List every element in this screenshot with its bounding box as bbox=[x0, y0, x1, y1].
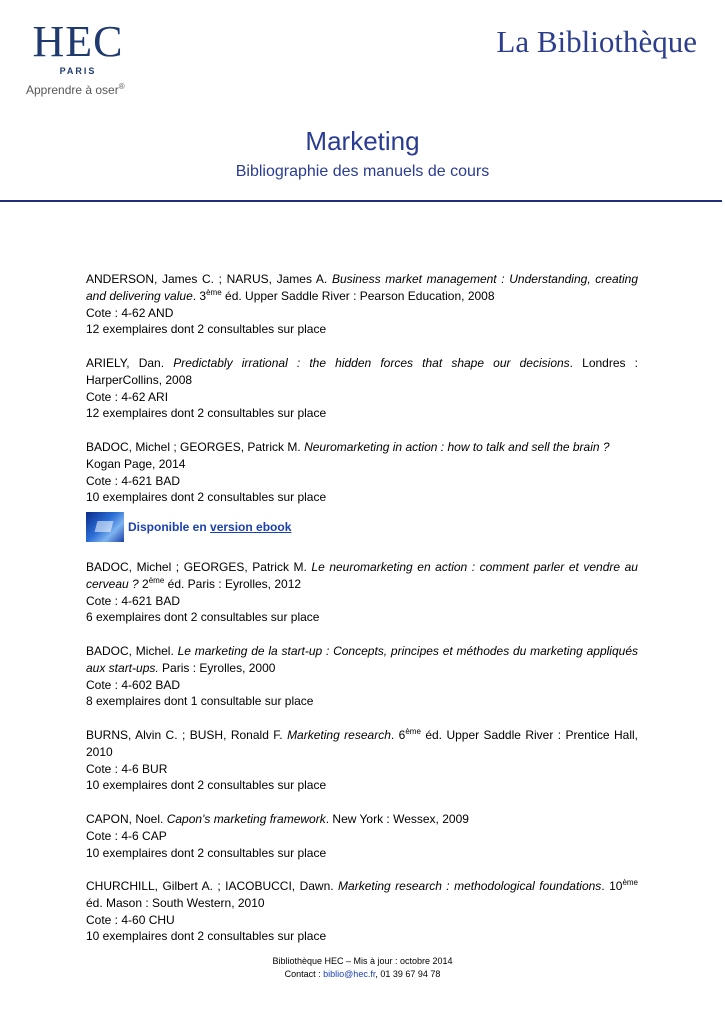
entry-title: Business market management : Understanding, creating and delivering value bbox=[86, 272, 638, 303]
logo-mark: HEC bbox=[32, 17, 124, 66]
footer-contact bbox=[0, 968, 725, 981]
entry-cote: Cote : 4-6 BUR bbox=[86, 761, 168, 776]
entry-edition-sup: ème bbox=[622, 878, 638, 888]
entry-publisher: éd. Paris : Eyrolles, 2012 bbox=[167, 576, 302, 591]
entry-publisher: Londres : HarperCollins, 2008 bbox=[86, 355, 638, 387]
page-title: Marketing bbox=[305, 126, 420, 156]
entry-cote: Cote : 4-621 BAD bbox=[86, 473, 181, 488]
entry-authors: ARIELY, Dan. bbox=[86, 355, 165, 370]
entry-title: Le neuromarketing en action : comment parler et vendre au cerveau ? bbox=[86, 559, 638, 591]
ebook-link[interactable]: version ebook bbox=[210, 519, 292, 534]
library-brand: La Bibliothèque bbox=[496, 24, 697, 59]
entry-cote: Cote : 4-62 AND bbox=[86, 305, 174, 320]
entry-cote: Cote : 4-6 CAP bbox=[86, 828, 167, 843]
ebook-label bbox=[128, 519, 291, 536]
entry-copies: 12 exemplaires dont 2 consultables sur place bbox=[86, 322, 327, 337]
entry-authors: ANDERSON, James C. ; NARUS, James A. bbox=[86, 272, 328, 286]
entry-edition: 10 bbox=[609, 879, 623, 894]
entry-authors: BURNS, Alvin C. ; BUSH, Ronald F. bbox=[86, 727, 283, 742]
header-divider bbox=[0, 200, 722, 202]
entry-authors: CHURCHILL, Gilbert A. ; IACOBUCCI, Dawn. bbox=[86, 879, 334, 894]
entry-citation bbox=[86, 559, 638, 593]
entry-cote: Cote : 4-62 ARI bbox=[86, 389, 169, 404]
entry-authors: BADOC, Michel. bbox=[86, 643, 174, 658]
entry-edition-sup: ème bbox=[405, 726, 421, 736]
entry-publisher: éd. Mason : South Western, 2010 bbox=[86, 895, 265, 910]
page-footer bbox=[0, 955, 725, 981]
ebook-availability bbox=[86, 512, 638, 542]
entry-publisher: Kogan Page, 2014 bbox=[86, 456, 186, 471]
entry-edition: 2 bbox=[142, 576, 149, 591]
ebook-prefix: Disponible en bbox=[128, 519, 207, 534]
entry-citation: BURNS, Alvin C. ; BUSH, Ronald F. Marketing research. 6ème éd. Upper Saddle River : Prentice Hall, 2010 bbox=[86, 726, 638, 759]
bibliography-entry bbox=[86, 643, 638, 710]
bibliography-list bbox=[86, 271, 638, 962]
entry-copies: 10 exemplaires dont 2 consultables sur place bbox=[86, 490, 327, 505]
entry-cote: Cote : 4-602 BAD bbox=[86, 677, 181, 692]
entry-copies: 12 exemplaires dont 2 consultables sur place bbox=[86, 406, 327, 421]
bibliography-entry bbox=[86, 439, 638, 506]
tagline-text: Apprendre à oser bbox=[26, 83, 119, 97]
entry-cote: Cote : 4-60 CHU bbox=[86, 912, 175, 927]
entry-title: Capon's marketing framework bbox=[166, 811, 326, 826]
entry-edition-sup: ème bbox=[148, 575, 165, 585]
contact-prefix: Contact : bbox=[284, 969, 321, 979]
logo-city: PARIS bbox=[59, 66, 97, 76]
entry-edition: 6 bbox=[398, 727, 406, 742]
bibliography-entry bbox=[86, 559, 638, 626]
entry-authors: BADOC, Michel ; GEORGES, Patrick M. bbox=[86, 559, 307, 574]
bibliography-entry bbox=[86, 811, 638, 861]
entry-publisher: New York : Wessex, 2009 bbox=[332, 811, 469, 826]
entry-citation bbox=[86, 439, 638, 473]
entry-cote: Cote : 4-621 BAD bbox=[86, 593, 181, 608]
entry-citation: CHURCHILL, Gilbert A. ; IACOBUCCI, Dawn. Marketing research : methodological foundations. 10ème éd. Mason : South Western, 2010 bbox=[86, 878, 638, 910]
footer-updated: Bibliothèque HEC – Mis à jour : octobre 2014 bbox=[272, 956, 453, 966]
entry-citation: ARIELY, Dan. Predictably irrational : the hidden forces that shape our decisions. Londres : HarperCollins, 2008 bbox=[86, 355, 638, 387]
entry-title: Marketing research bbox=[287, 727, 391, 742]
bibliography-entry bbox=[86, 878, 638, 945]
page-subtitle: Bibliographie des manuels de cours bbox=[235, 163, 490, 180]
bibliography-entry bbox=[86, 271, 638, 338]
entry-publisher: Paris : Eyrolles, 2000 bbox=[162, 660, 276, 675]
entry-title: Neuromarketing in action : how to talk and sell the brain ? bbox=[304, 439, 610, 454]
entry-edition: 3 bbox=[199, 288, 207, 303]
entry-title: Marketing research : methodological foundations bbox=[338, 879, 602, 894]
entry-edition-sup: ème bbox=[206, 287, 222, 297]
entry-citation: ANDERSON, James C. ; NARUS, James A. Business market management : Understanding, creating and delivering value. 3ème éd. Upper Saddle River : Pearson Education, 2008 bbox=[86, 272, 638, 303]
entry-copies: 6 exemplaires dont 2 consultables sur place bbox=[86, 610, 320, 625]
entry-copies: 10 exemplaires dont 2 consultables sur place bbox=[86, 845, 327, 860]
entry-citation bbox=[86, 643, 638, 677]
entry-authors: BADOC, Michel ; GEORGES, Patrick M. bbox=[86, 439, 301, 454]
bibliography-entry bbox=[86, 727, 638, 794]
ebook-icon[interactable] bbox=[86, 512, 124, 542]
entry-title: Predictably irrational : the hidden forces that shape our decisions bbox=[173, 355, 570, 370]
entry-copies: 10 exemplaires dont 2 consultables sur place bbox=[86, 778, 327, 793]
entry-title: Le marketing de la start-up : Concepts, principes et méthodes du marketing appliqués aux start-ups. bbox=[86, 643, 638, 675]
bibliography-entry bbox=[86, 355, 638, 422]
entry-copies: 10 exemplaires dont 2 consultables sur place bbox=[86, 929, 327, 944]
entry-citation: CAPON, Noel. Capon's marketing framework. New York : Wessex, 2009 bbox=[86, 811, 469, 826]
entry-authors: CAPON, Noel. bbox=[86, 811, 164, 826]
hec-logo bbox=[26, 17, 146, 76]
entry-publisher: éd. Upper Saddle River : Prentice Hall, 2010 bbox=[86, 727, 638, 759]
tagline-mark: ® bbox=[118, 82, 125, 91]
entry-copies: 8 exemplaires dont 1 consultable sur place bbox=[86, 694, 314, 709]
logo-tagline bbox=[26, 83, 125, 97]
contact-phone: , 01 39 67 94 78 bbox=[375, 969, 441, 979]
contact-email-link[interactable]: biblio@hec.fr bbox=[323, 969, 376, 979]
entry-publisher: éd. Upper Saddle River : Pearson Education, 2008 bbox=[225, 288, 495, 303]
